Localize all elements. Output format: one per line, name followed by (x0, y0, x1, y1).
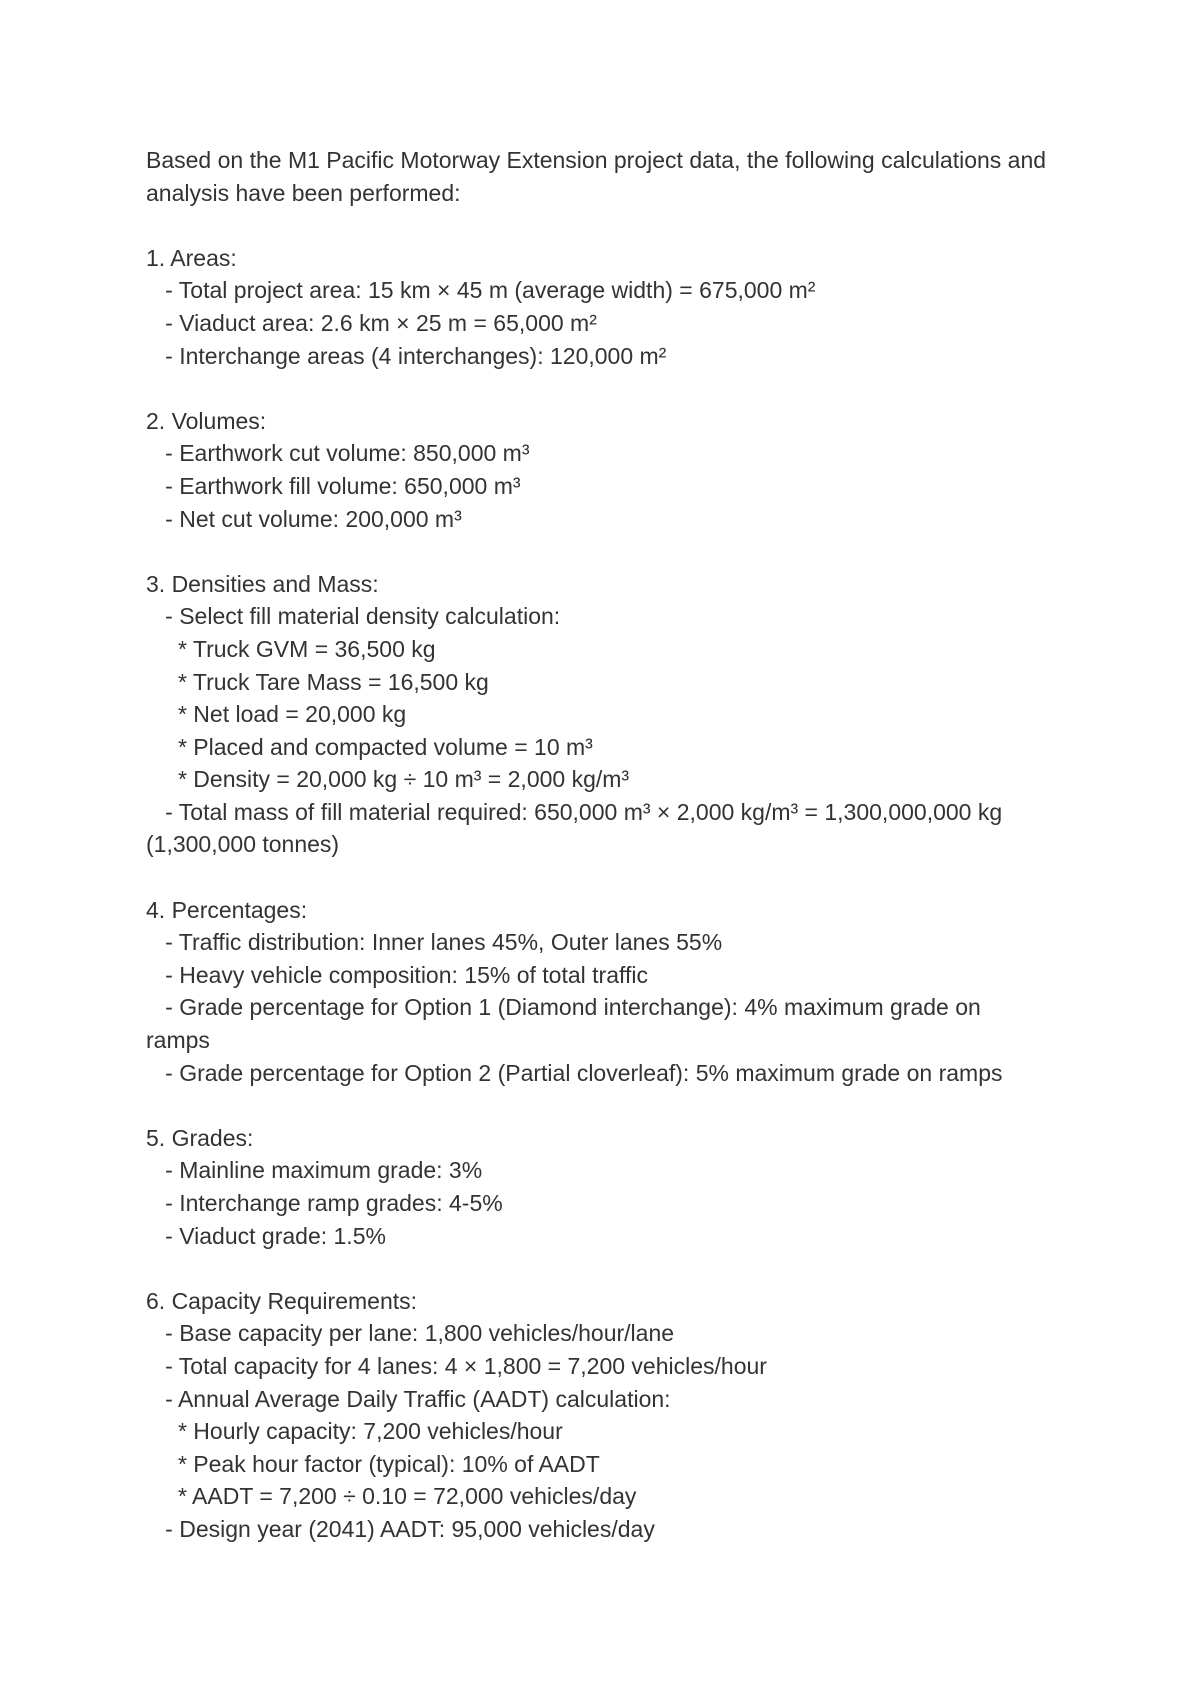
section-heading-volumes: 2. Volumes: (146, 407, 267, 434)
list-item: - Earthwork cut volume: 850,000 m³ (146, 440, 530, 467)
list-item: - Heavy vehicle composition: 15% of total traffic (146, 961, 648, 988)
spacer (146, 861, 1066, 894)
spacer (146, 535, 1066, 568)
list-item: - Grade percentage for Option 2 (Partial cloverleaf): 5% maximum grade on ramps (146, 1059, 1003, 1086)
list-item: ramps (146, 1027, 210, 1054)
list-item: * Peak hour factor (typical): 10% of AADT (146, 1450, 600, 1477)
list-item: - Interchange areas (4 interchanges): 120,000 m² (146, 342, 667, 369)
list-item: - Total project area: 15 km × 45 m (average width) = 675,000 m² (146, 277, 816, 304)
spacer (146, 1252, 1066, 1285)
section-heading-densities: 3. Densities and Mass: (146, 570, 379, 597)
section-heading-percentages: 4. Percentages: (146, 896, 308, 923)
list-item: * Truck GVM = 36,500 kg (146, 635, 436, 662)
list-item: - Viaduct area: 2.6 km × 25 m = 65,000 m² (146, 309, 597, 336)
list-item: - Mainline maximum grade: 3% (146, 1157, 483, 1184)
list-item: * Hourly capacity: 7,200 vehicles/hour (146, 1418, 563, 1445)
document-body (146, 144, 1066, 1546)
list-item: - Grade percentage for Option 1 (Diamond interchange): 4% maximum grade on (146, 994, 981, 1021)
list-item: * Truck Tare Mass = 16,500 kg (146, 668, 489, 695)
spacer (146, 209, 1066, 242)
list-item: - Interchange ramp grades: 4-5% (146, 1190, 503, 1216)
list-item: * Placed and compacted volume = 10 m³ (146, 733, 593, 760)
list-item: - Traffic distribution: Inner lanes 45%, Outer lanes 55% (146, 929, 723, 956)
section-heading-capacity: 6. Capacity Requirements: (146, 1287, 418, 1314)
list-item: - Total capacity for 4 lanes: 4 × 1,800 = 7,200 vehicles/hour (146, 1352, 767, 1379)
section-heading-areas: 1. Areas: (146, 244, 237, 271)
list-item: - Design year (2041) AADT: 95,000 vehicles/day (146, 1515, 655, 1542)
list-item: - Viaduct grade: 1.5% (146, 1222, 386, 1249)
list-item: * Density = 20,000 kg ÷ 10 m³ = 2,000 kg/m³ (146, 766, 630, 793)
list-item: - Net cut volume: 200,000 m³ (146, 505, 462, 532)
spacer (146, 1089, 1066, 1122)
list-item: * AADT = 7,200 ÷ 0.10 = 72,000 vehicles/day (146, 1483, 637, 1510)
list-item: - Total mass of fill material required: 650,000 m³ × 2,000 kg/m³ = 1,300,000,000 kg (146, 798, 1003, 825)
list-item: - Base capacity per lane: 1,800 vehicles/hour/lane (146, 1320, 675, 1347)
list-item: * Net load = 20,000 kg (146, 701, 407, 728)
spacer (146, 372, 1066, 405)
section-heading-grades: 5. Grades: (146, 1124, 254, 1151)
list-item: - Select fill material density calculation: (146, 603, 561, 630)
list-item: - Annual Average Daily Traffic (AADT) calculation: (146, 1385, 671, 1412)
list-item: - Earthwork fill volume: 650,000 m³ (146, 472, 521, 499)
intro-paragraph: Based on the M1 Pacific Motorway Extension project data, the following calculations and analysis have been performed: (146, 147, 1047, 206)
list-item: (1,300,000 tonnes) (146, 831, 340, 858)
